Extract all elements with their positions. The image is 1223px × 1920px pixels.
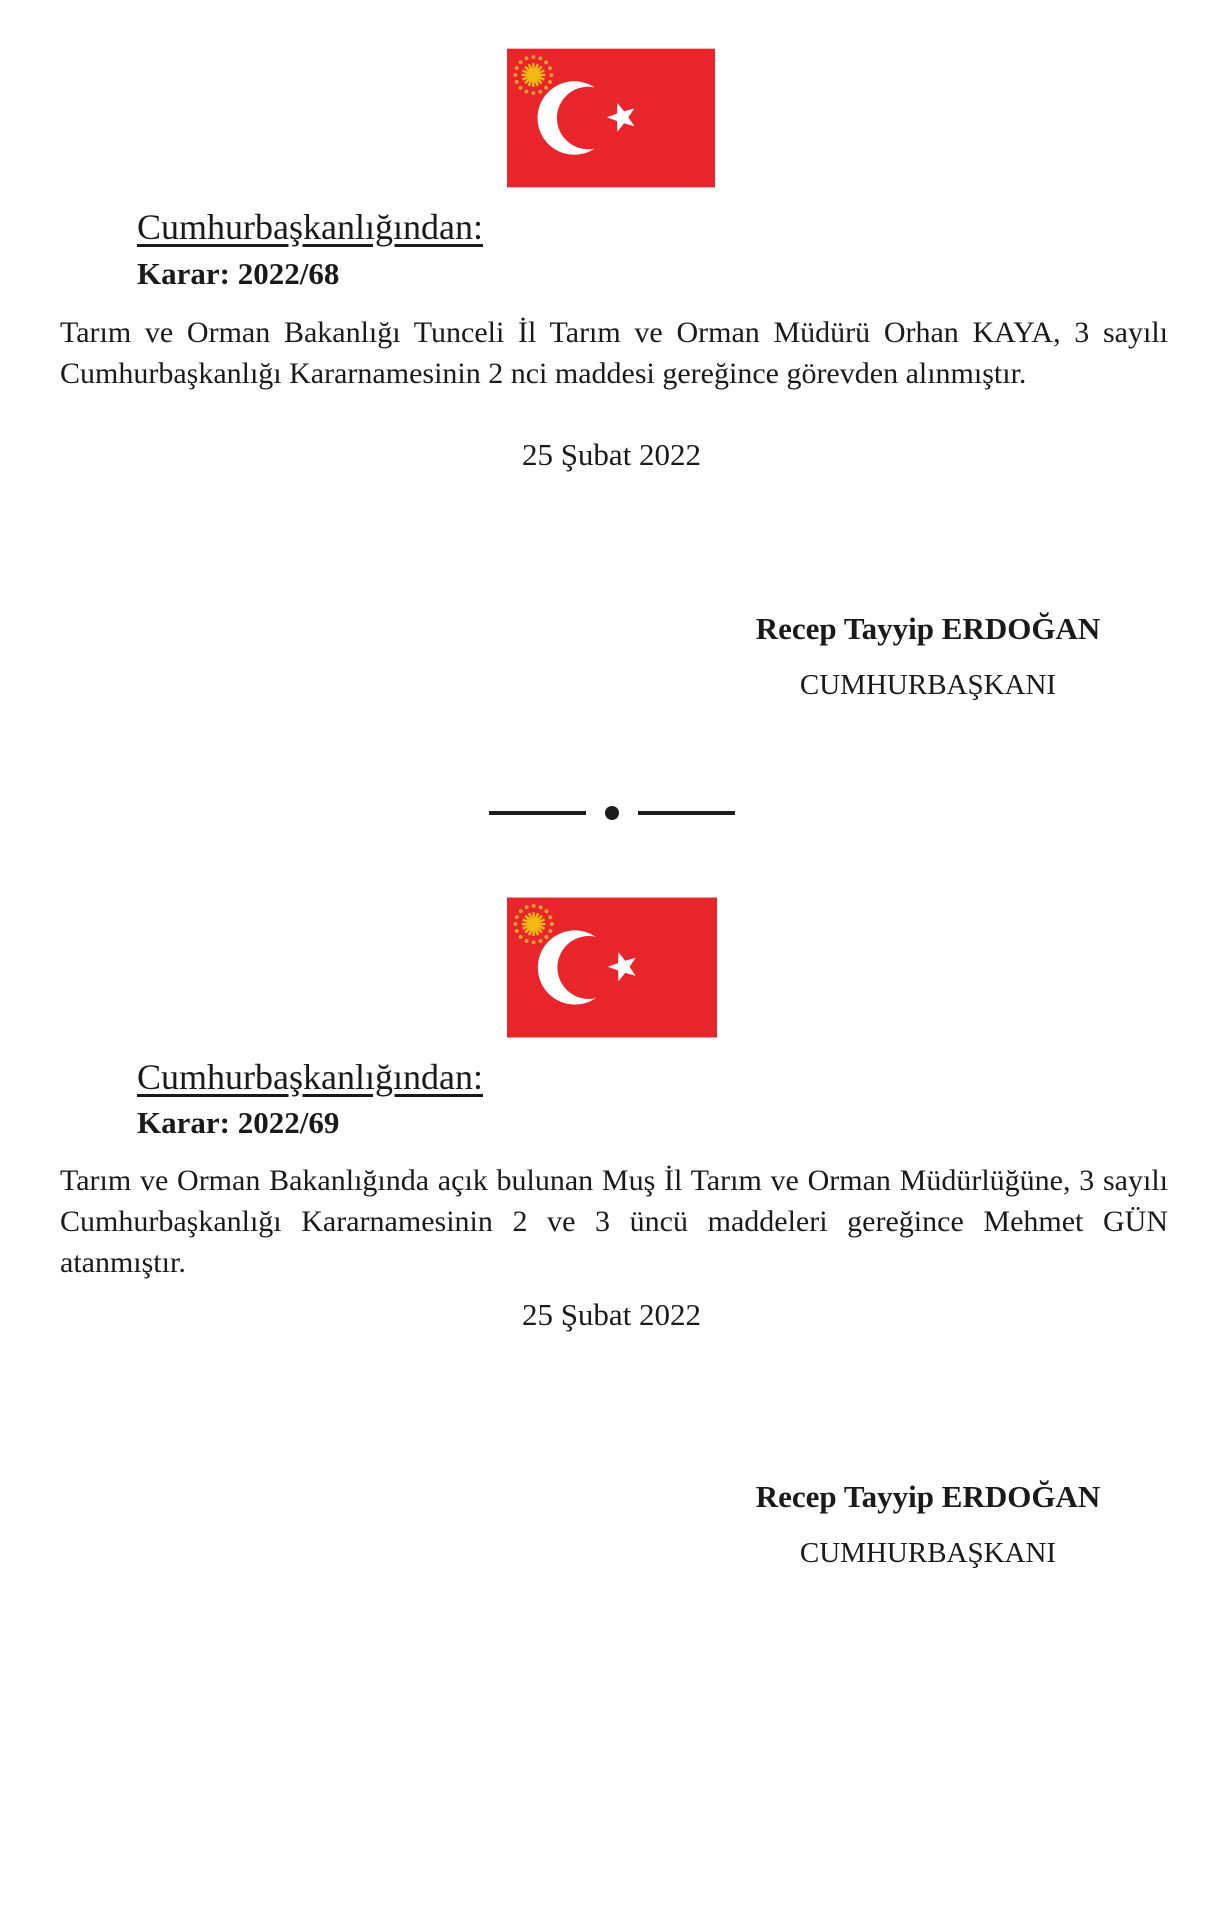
- section2-decree-number: Karar: 2022/69: [137, 1105, 340, 1140]
- section2-heading: Cumhurbaşkanlığından:: [137, 1057, 483, 1097]
- signatory-title: CUMHURBAŞKANI: [799, 669, 1057, 701]
- section1-date: 25 Şubat 2022: [521, 437, 702, 472]
- section1-signature-block: [728, 611, 1128, 702]
- section1-heading: Cumhurbaşkanlığından:: [137, 207, 483, 247]
- section1-decree-number: Karar: 2022/68: [137, 256, 340, 291]
- turkish-presidential-flag-icon: [507, 897, 717, 1038]
- section2-date: 25 Şubat 2022: [521, 1297, 702, 1332]
- divider-right-rule: [638, 811, 735, 815]
- section2-signature-block: [728, 1479, 1128, 1570]
- section1-body-text: Tarım ve Orman Bakanlığı Tunceli İl Tarım ve Orman Müdürü Orhan KAYA, 3 sayılı Cumhurbaşkanlığı Kararnamesinin 2 nci maddesi gereğince görevden alınmıştır.: [60, 316, 1168, 390]
- divider-left-rule: [489, 811, 586, 815]
- signatory-name: Recep Tayyip ERDOĞAN: [755, 1479, 1101, 1514]
- signatory-name: Recep Tayyip ERDOĞAN: [755, 611, 1101, 646]
- section-divider: [0, 806, 1223, 820]
- turkish-presidential-flag-icon: [507, 48, 715, 188]
- divider-dot: [605, 806, 619, 820]
- section2-body-text: Tarım ve Orman Bakanlığında açık bulunan Muş İl Tarım ve Orman Müdürlüğüne, 3 sayılı Cumhurbaşkanlığı Kararnamesinin 2 ve 3 üncü maddeleri gereğince Mehmet GÜN atanmıştır.: [60, 1164, 1168, 1279]
- signatory-title: CUMHURBAŞKANI: [799, 1537, 1057, 1569]
